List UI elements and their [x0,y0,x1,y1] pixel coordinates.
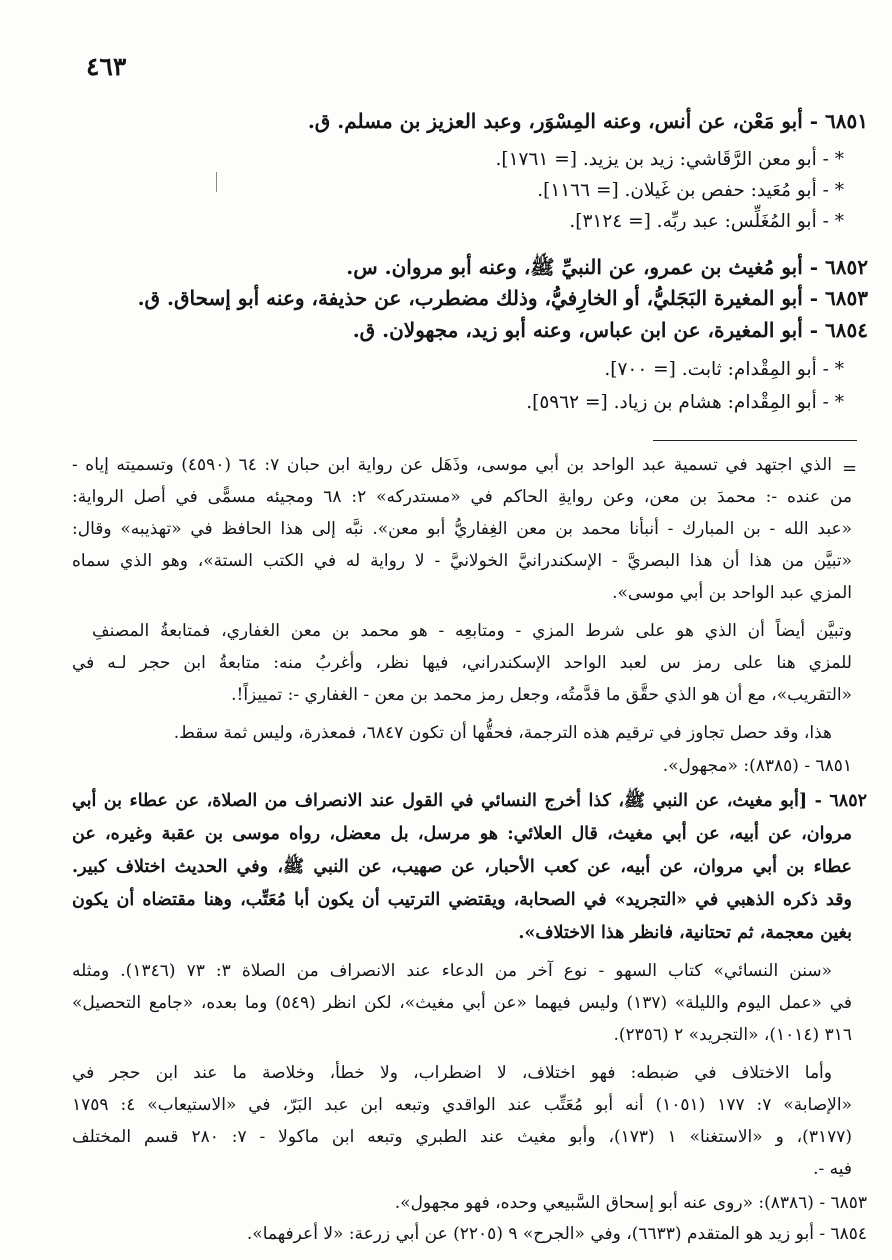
footnote-line: في «عمل اليوم والليلة» (١٣٧) وليس فيهما «عن أبي مغيث»، لكن انظر (٥٤٩) وما بعده، «جامع التحصيل» [72,993,852,1013]
cross-reference: * - أبو المُغَلِّس: عبد ربِّه. [= ٣١٢٤]. [569,211,844,232]
footnote-line: للمزي هنا على رمز س لعبد الواحد الإسكندراني، فيها نظر، وأغربُ منه: متابعةُ ابن حجر لـه في [72,653,852,673]
footnote-line: من عنده -: محمدَ بن معن، وعن روايةِ الحاكم في «مستدركه» ٢: ٦٨ ومجيئه مسمًّى في أصل الرواية: [72,487,852,507]
footnote-line: (٣١٧٧)، و «الاستغنا» ١ (١٧٣)، وأبو مغيث عند الطبري وتبعه ابن ماكولا - ٧: ٢٨٠ قسم المختلف [72,1127,852,1147]
footnote-line: وأما الاختلاف في ضبطه: فهو اختلاف، لا اضطراب، ولا خطأ، وخلاصة ما عند ابن حجر في [72,1063,832,1083]
footnote-line: الذي اجتهد في تسمية عبد الواحد بن أبي موسى، وذَهَل عن رواية ابن حبان ٧: ٦٤ (٤٥٩٠) وتسميته إياه - [72,455,832,475]
cross-reference: * - أبو معن الرَّقَاشي: زيد بن يزيد. [= ١٧٦١]. [495,149,844,170]
footnote-line: وتبيَّن أيضاً أن الذي هو على شرط المزي - ومتابعِه - هو محمد بن معن الغفاري، فمتابعةُ المصنفِ [92,621,852,641]
footnote-line: وقد ذكره الذهبي في «التجريد» في الصحابة، ويقتضي الترتيب أن يكون أبا مُعَتِّب، وهنا مقتضاه أن يكون [72,890,852,910]
footnote-line: «تبيَّن من هذا أن هذا البصريَّ - الإسكندرانيَّ الخولانيَّ - لا رواية له في الكتب الستة»، وهو الذي سماه [72,551,852,571]
footnote-line: ٣١٦ (١٠١٤)، «التجريد» ٢ (٢٣٥٦). [613,1025,852,1045]
entry-6853: ٦٨٥٣ - أبو المغيرة البَجَليُّ، أو الخارِفيُّ، وذلك مضطرب، عن حذيفة، وعنه أبو إسحاق. ق. [137,286,868,310]
margin-mark [216,172,217,192]
footnote-line: ٦٨٥٣ - (٨٣٨٦): «روى عنه أبو إسحاق السَّبيعي وحده، فهو مجهول». [394,1193,867,1213]
entry-6851: ٦٨٥١ - أبو مَعْن، عن أنس، وعنه المِسْوَر، وعبد العزيز بن مسلم. ق. [307,109,868,133]
footnote-line: مروان، عن أبيه، عن أبي مغيث، قال العلائي: هو مرسل، بل معضل، رواه موسى بن عقبة وغيره، عن [72,824,852,844]
page-number: ٤٦٣ [86,52,127,81]
footnote-line: «التقريب»، مع أن هو الذي حقَّق ما قدَّمتُه، وجعل رمز محمد بن معن - الغفاري -: تمييزاً!. [231,685,852,705]
footnote-line: ٦٨٥٤ - أبو زيد هو المتقدم (٦٦٣٣)، وفي «الجرح» ٩ (٢٢٠٥) عن أبي زرعة: «لا أعرفهما». [246,1224,867,1244]
entry-6854: ٦٨٥٤ - أبو المغيرة، عن ابن عباس، وعنه أبو زيد، مجهولان. ق. [352,318,868,342]
footnote-line: «الإصابة» ٧: ١٧٧ (١٠٥١) أنه أبو مُعَتِّب عند الواقدي وتبعه ابن عبد البَرّ، في «الاستيعاب» ٤: ١٧٥٩ [72,1095,852,1115]
entry-6852: ٦٨٥٢ - أبو مُغيث بن عمرو، عن النبيِّ ﷺ، وعنه أبو مروان. س. [346,255,868,279]
footnote-line: بغين معجمة، ثم تحتانية، فانظر هذا الاختلاف». [518,923,852,943]
footnote-line: المزي عبد الواحد بن أبي موسى». [612,583,852,603]
footnote-line: «سنن النسائي» كتاب السهو - نوع آخر من الدعاء عند الانصراف من الصلاة ٣: ٧٣ (١٣٤٦). ومثله [72,961,833,981]
cross-reference: * - أبو المِقْدام: هشام بن زياد. [= ٥٩٦٢]. [526,392,844,413]
cross-reference: * - أبو مُعَيد: حفص بن غَيلان. [= ١١٦٦]. [537,180,844,201]
footnote-line: هذا، وقد حصل تجاوز في ترقيم هذه الترجمة، فحقُّها أن تكون ٦٨٤٧، فمعذرة، وليس ثمة سقط. [173,723,832,743]
footnote-line: ٦٨٥١ - (٨٣٨٥): «مجهول». [662,756,852,776]
cross-reference: * - أبو المِقْدام: ثابت. [= ٧٠٠]. [604,359,844,380]
footnote-divider [653,440,857,441]
footnote-line: «عبد الله - بن المبارك - أنبأنا محمد بن معن الغِفاريُّ أبو معن». نبَّه إلى هذا الحافظ في «تهذيبه» وقال: [72,519,852,539]
footnote-line: عطاء بن أبي مروان، عن أبيه، عن كعب الأحبار، عن صهيب، عن النبي ﷺ، وفي الحديث اختلاف كبير. [72,857,852,877]
footnote-line: ٦٨٥٢ - [أبو مغيث، عن النبي ﷺ، كذا أخرج النسائي في القول عند الانصراف من الصلاة، عن عطاء بن أبي [72,791,867,811]
footnote-line: فيه -. [813,1159,852,1179]
footnote-continuation-mark: = [842,458,858,479]
